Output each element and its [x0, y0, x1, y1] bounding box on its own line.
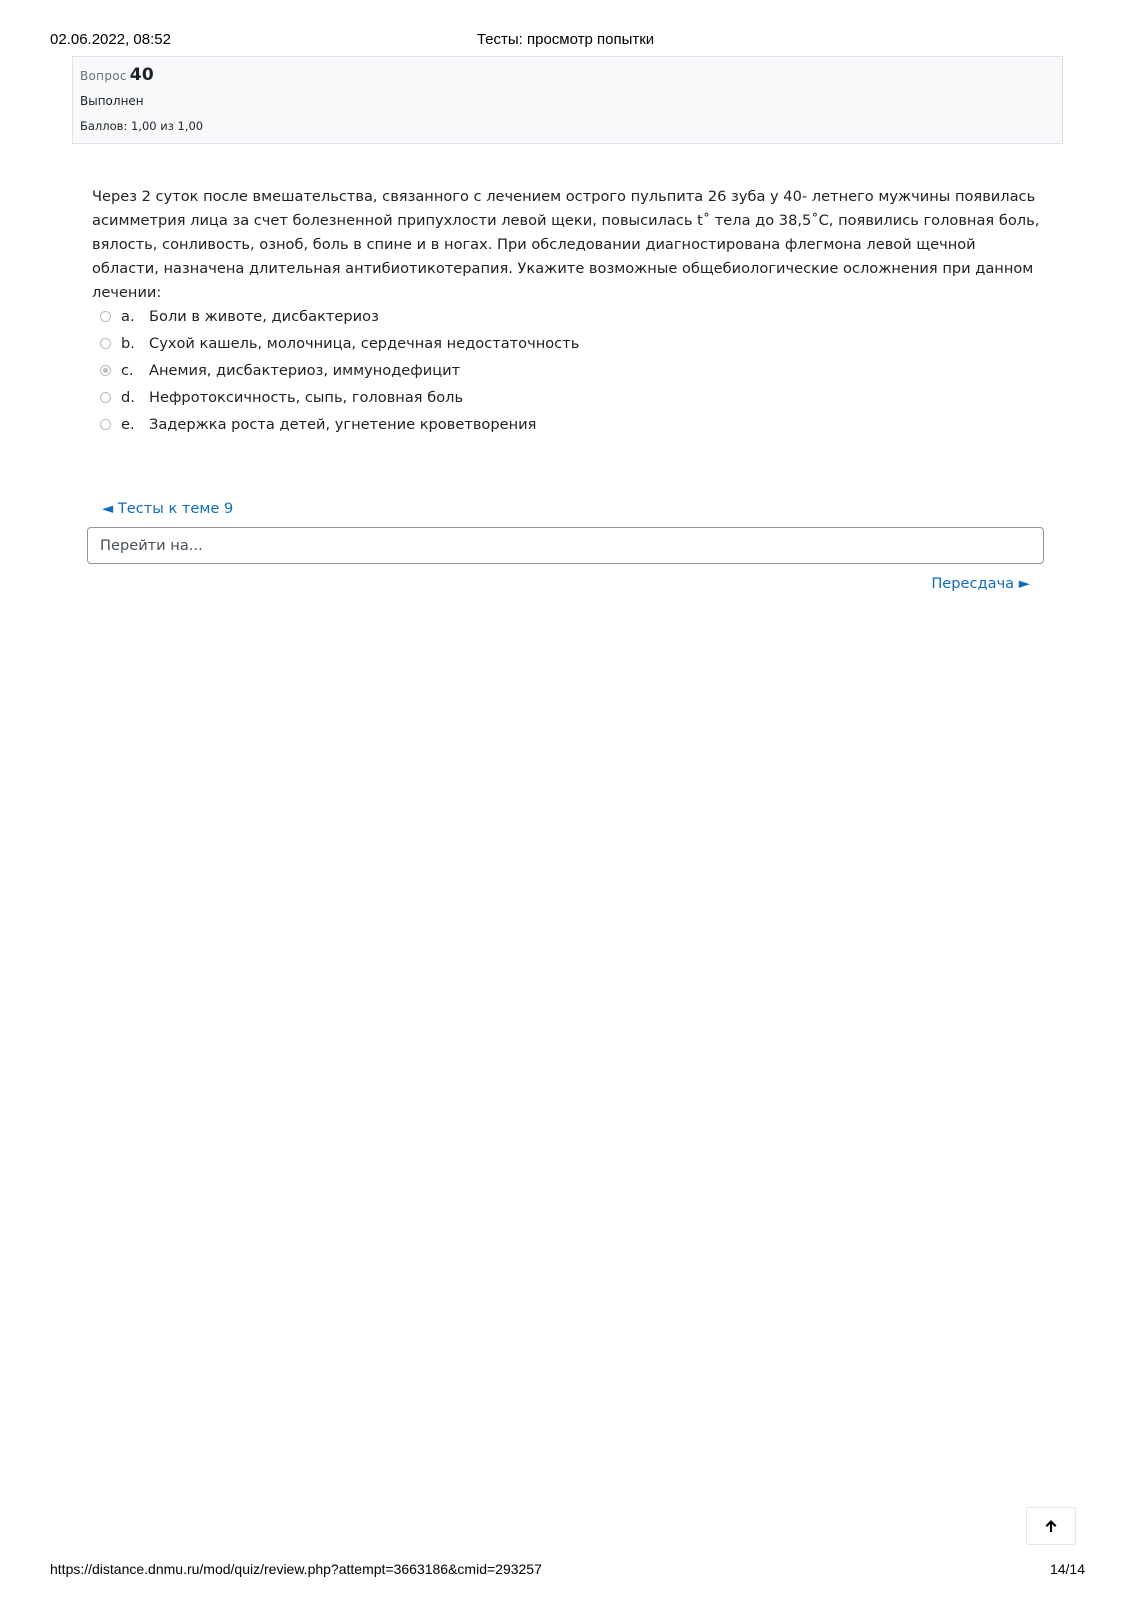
answer-letter: a. [121, 308, 135, 325]
answer-list [100, 303, 1000, 438]
print-page-title: Тесты: просмотр попытки [476, 31, 655, 48]
question-label: Вопрос [80, 69, 127, 83]
question-info-panel [72, 56, 1063, 144]
answer-text: Боли в животе, дисбактериоз [149, 308, 379, 325]
question-number: 40 [129, 65, 155, 85]
answer-option-a[interactable] [100, 303, 1000, 330]
next-activity-link[interactable]: Пересдача ► [931, 575, 1030, 592]
question-number-heading [80, 65, 154, 85]
answer-option-d[interactable] [100, 384, 1000, 411]
back-to-top-button[interactable] [1026, 1507, 1076, 1545]
jump-to-select[interactable]: Перейти на... [87, 527, 1044, 564]
answer-option-b[interactable] [100, 330, 1000, 357]
answer-text: Анемия, дисбактериоз, иммунодефицит [149, 362, 461, 379]
answer-letter: d. [121, 389, 135, 406]
question-text: Через 2 суток после вмешательства, связанного с лечением острого пульпита 26 зуба у 40- летнего мужчины появилась асимметрия лица за счет болезненной припухлости левой щеки, повысилась t˚ тела до 38,5˚С, появились головная боль, вялость, сонливость, озноб, боль в спине и в ногах. При обследовании диагностирована флегмона левой щечной области, назначена длительная антибиотикотерапия. Укажите возможные общебиологические осложнения при данном лечении: [92, 188, 1040, 301]
answer-letter: c. [121, 362, 134, 379]
radio-icon[interactable] [100, 311, 111, 322]
answer-letter: e. [121, 416, 135, 433]
print-page-counter: 14/14 [1049, 1561, 1085, 1577]
print-datetime: 02.06.2022, 08:52 [50, 31, 171, 48]
answer-text: Сухой кашель, молочница, сердечная недостаточность [149, 335, 580, 352]
arrow-up-icon [1044, 1519, 1058, 1533]
question-grade: Баллов: 1,00 из 1,00 [80, 119, 204, 133]
radio-icon[interactable] [100, 392, 111, 403]
question-state: Выполнен [80, 94, 144, 108]
answer-option-e[interactable] [100, 411, 1000, 438]
radio-icon[interactable] [100, 419, 111, 430]
print-url: https://distance.dnmu.ru/mod/quiz/review.php?attempt=3663186&cmid=293257 [50, 1561, 542, 1577]
prev-activity-link[interactable]: ◄ Тесты к теме 9 [102, 500, 234, 517]
answer-text: Нефротоксичность, сыпь, головная боль [149, 389, 464, 406]
answer-text: Задержка роста детей, угнетение кроветворения [149, 416, 537, 433]
radio-icon[interactable] [100, 338, 111, 349]
answer-option-c[interactable] [100, 357, 1000, 384]
answer-letter: b. [121, 335, 135, 352]
radio-checked-icon[interactable] [100, 365, 111, 376]
